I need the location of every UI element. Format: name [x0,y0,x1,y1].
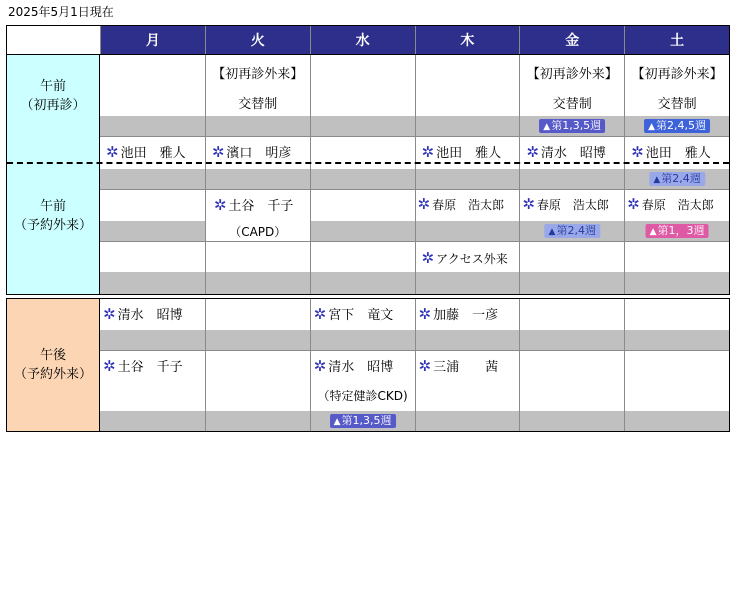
section-divider [7,162,729,164]
pm-r2-wed [310,351,415,431]
week-badge: ▲第1,3,5週 [539,119,605,133]
clinic-note: （特定健診CKD) [317,389,408,403]
first-visit-title: 【初再診外来】 [212,67,304,82]
first-visit-label: 午前 （初再診） [7,55,100,137]
asterisk-icon: ✲ [418,305,432,323]
doctor-name: ✲ 池田 雅人 [631,143,711,161]
doctor-name: ✲ 加藤 一彦 [418,305,499,323]
asterisk-icon: ✲ [418,357,432,375]
first-visit-mon [100,55,205,137]
asterisk-icon: ✲ [526,143,539,161]
first-visit-note: 交替制 [552,97,592,112]
day-header-fri: 金 [519,26,624,54]
doctor-name: ✲ 濱口 明彦 [211,143,292,161]
pm-r2-tue [205,351,310,431]
first-visit-sat [624,55,729,137]
asterisk-icon: ✲ [313,357,327,375]
pm-r2-thu [415,351,520,431]
first-visit-thu [415,55,520,137]
asterisk-icon: ✲ [103,305,116,323]
header-corner [7,26,100,54]
week-badge: ▲第2,4週 [649,172,704,186]
doctor-name: ✲ 宮下 竜文 [313,305,394,323]
week-badge: ▲第1,3,5週 [330,414,396,428]
doctor-name: ✲ 三浦 茜 [418,357,499,375]
am-r2-tue [205,190,310,242]
asterisk-icon: ✲ [103,357,116,375]
asterisk-icon: ✲ [522,195,535,213]
doctor-name: ✲ 春原 浩太郎 [417,195,505,213]
doctor-name: ✲ 土谷 千子 [103,357,183,375]
doctor-name: ✲ 清水 昭博 [526,143,606,161]
pm-r1-thu [415,299,520,351]
week-badge: ▲第1，3週 [646,224,709,238]
am-r3-fri [519,242,624,294]
day-header-thu: 木 [415,26,520,54]
first-visit-tue [205,55,310,137]
week-badge: ▲第2,4週 [545,224,600,238]
first-visit-wed [310,55,415,137]
doctor-name: ✲ 春原 浩太郎 [522,195,609,213]
doctor-name: ✲ 春原 浩太郎 [627,195,714,213]
pm-r1-tue [205,299,310,351]
pm-r1-fri [519,299,624,351]
pm-r1-sat [624,299,729,351]
asterisk-icon: ✲ [313,305,327,323]
doctor-name: ✲ 清水 昭博 [313,357,394,375]
am-r3-sat [624,242,729,294]
week-badge: ▲第2,4,5週 [644,119,710,133]
first-visit-title: 【初再診外来】 [526,67,618,82]
asterisk-icon: ✲ [631,143,644,161]
am-r2-mon [100,190,205,242]
am-r2-wed [310,190,415,242]
clinic-note: （CAPD） [229,225,287,239]
pm-r2-mon [100,351,205,431]
first-visit-note: 交替制 [657,97,697,112]
am-r3-mon [100,242,205,294]
asterisk-icon: ✲ [106,143,119,161]
am-r3-tue [205,242,310,294]
doctor-name: ✲ 池田 雅人 [106,143,186,161]
am-r2-fri [519,190,624,242]
pm-reserved-label: 午後 （予約外来） [7,299,100,431]
am-r3-wed [310,242,415,294]
am-r3-thu [415,242,520,294]
pm-r1-wed [310,299,415,351]
am-r2-thu [415,190,520,242]
am-reserved-label: 午前 （予約外来） [7,137,100,294]
day-header-wed: 水 [310,26,415,54]
day-header-sat: 土 [624,26,729,54]
am-section [6,54,730,295]
pm-r2-fri [519,351,624,431]
table-header [6,25,730,54]
day-header-tue: 火 [205,26,310,54]
asterisk-icon: ✲ [627,195,640,213]
asterisk-icon: ✲ [213,196,227,214]
asterisk-icon: ✲ [421,143,435,161]
as-of-date: 2025年5月1日現在 [8,5,114,19]
schedule-table [6,25,730,432]
first-visit-note: 交替制 [238,97,278,112]
asterisk-icon: ✲ [211,143,225,161]
pm-r2-sat [624,351,729,431]
am-r2-sat [624,190,729,242]
access-clinic: ✲ アクセス外来 [421,249,508,267]
doctor-name: ✲ 池田 雅人 [421,143,502,161]
first-visit-title: 【初再診外来】 [631,67,723,82]
day-header-mon: 月 [100,26,205,54]
pm-r1-mon [100,299,205,351]
doctor-name: ✲ 清水 昭博 [103,305,183,323]
asterisk-icon: ✲ [417,195,431,213]
asterisk-icon: ✲ [421,249,435,267]
first-visit-fri [519,55,624,137]
doctor-name: ✲ 土谷 千子 [213,196,294,214]
pm-section [6,298,730,432]
